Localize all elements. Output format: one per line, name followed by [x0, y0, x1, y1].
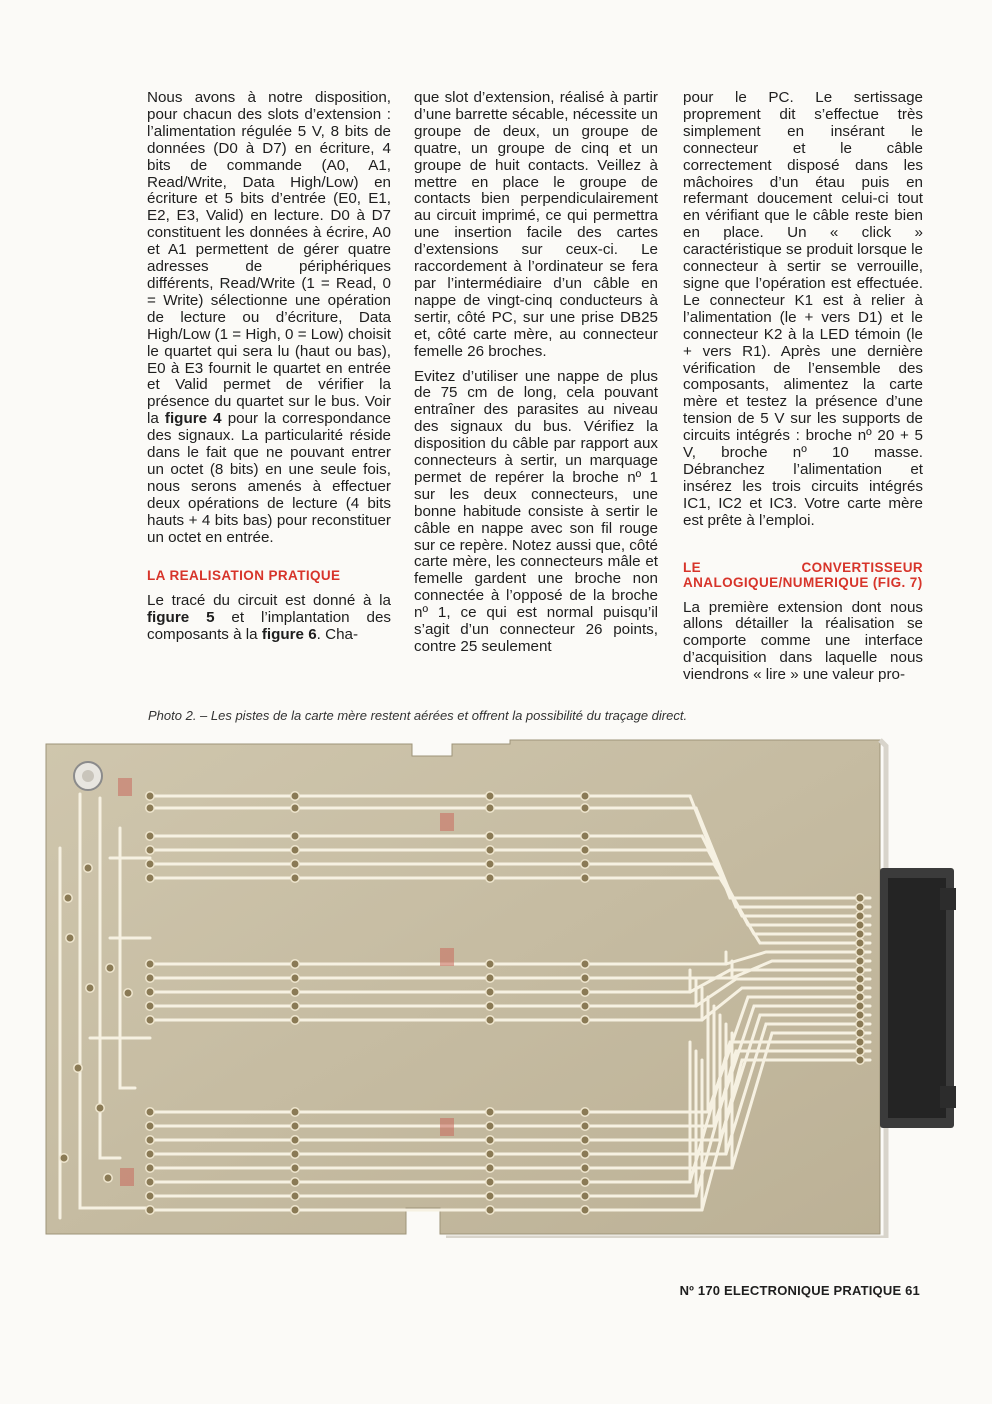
solder-pad — [856, 1056, 864, 1064]
paragraph: que slot d’extension, réalisé à partir d’une barrette sécable, nécessite un groupe de deux, un groupe de quatre, un groupe de cinq et un groupe de huit contacts. Veillez à mettre en place le groupe de contacts bien perpendiculairement au circuit imprimé, ce qui permettra une insertion facile des cartes d’extensions sur ceux-ci. Le raccordement à l’ordinateur se fera par l’intermédiaire d’un câble en nappe de vingt-cinq conducteurs à sertir, côté PC, sur une prise DB25 et, côté carte mère, au connecteur femelle 26 broches. — [414, 89, 659, 360]
solder-pad — [146, 1136, 154, 1144]
solder-pad — [856, 894, 864, 902]
solder-pad — [146, 874, 154, 882]
silkscreen-mark — [118, 778, 132, 796]
solder-pad — [291, 1206, 299, 1214]
solder-pad — [581, 1150, 589, 1158]
solder-pad — [581, 1108, 589, 1116]
solder-pad — [486, 1164, 494, 1172]
solder-pad — [291, 860, 299, 868]
solder-pad — [60, 1154, 68, 1162]
solder-pad — [106, 964, 114, 972]
article-column-2 — [414, 90, 658, 664]
silkscreen-mark — [440, 813, 454, 831]
solder-pad — [856, 1002, 864, 1010]
solder-pad — [856, 939, 864, 947]
solder-pad — [856, 957, 864, 965]
solder-pad — [291, 960, 299, 968]
silkscreen-mark — [440, 948, 454, 966]
paragraph: pour le PC. Le sertissage proprement dit s’effectue très simplement en insérant le connecteur et le câble correctement disposé dans les mâchoires d’un étau puis en refermant doucement celui-ci tout en vérifiant que le câble reste bien en place. Un « click » caractéristique se produit lorsque le connecteur à sertir se verrouille, signe que l’opération est effectuée. Le connecteur K1 est à relier à l’alimentation (le + vers D1) et le connecteur K2 à la LED témoin (le + vers R1). Après une dernière vérification de l’ensemble des composants, alimentez la carte mère et testez la présence d’une tension de 5 V sur les supports de circuits intégrés : broche nº 20 + 5 V, broche nº 10 masse. Débranchez l’alimentation et insérez les trois circuits intégrés IC1, IC2 et IC3. Votre carte mère est prête à l’emploi. — [683, 89, 923, 529]
solder-pad — [124, 989, 132, 997]
solder-pad — [291, 792, 299, 800]
solder-pad — [291, 1136, 299, 1144]
article-column-3 — [683, 90, 923, 692]
solder-pad — [856, 1020, 864, 1028]
solder-pad — [146, 1002, 154, 1010]
solder-pad — [291, 1150, 299, 1158]
solder-pad — [146, 1206, 154, 1214]
solder-pad — [486, 988, 494, 996]
solder-pad — [146, 960, 154, 968]
solder-pad — [581, 1016, 589, 1024]
solder-pad — [581, 832, 589, 840]
solder-pad — [74, 1064, 82, 1072]
solder-pad — [146, 1108, 154, 1116]
solder-pad — [856, 1029, 864, 1037]
silkscreen-mark — [120, 1168, 134, 1186]
solder-pad — [291, 1122, 299, 1130]
solder-pad — [581, 804, 589, 812]
solder-pad — [291, 832, 299, 840]
solder-pad — [146, 1150, 154, 1158]
solder-pad — [856, 1011, 864, 1019]
solder-pad — [856, 921, 864, 929]
solder-pad — [581, 1136, 589, 1144]
solder-pad — [291, 1178, 299, 1186]
solder-pad — [291, 988, 299, 996]
solder-pad — [486, 1150, 494, 1158]
solder-pad — [146, 1192, 154, 1200]
pcb-photo-svg — [40, 738, 980, 1238]
solder-pad — [86, 984, 94, 992]
solder-pad — [84, 864, 92, 872]
solder-pad — [64, 894, 72, 902]
solder-pad — [486, 1192, 494, 1200]
paragraph: La première extension dont nous allons détailler la réalisation se comporte comme une interface d’acquisition dans laquelle nous viendrons « lire » une valeur pro- — [683, 598, 923, 684]
solder-pad — [486, 860, 494, 868]
solder-pad — [581, 1206, 589, 1214]
solder-pad — [146, 988, 154, 996]
solder-pad — [146, 1016, 154, 1024]
solder-pad — [856, 984, 864, 992]
solder-pad — [486, 1136, 494, 1144]
solder-pad — [856, 930, 864, 938]
solder-pad — [856, 903, 864, 911]
solder-pad — [581, 1122, 589, 1130]
solder-pad — [146, 1122, 154, 1130]
solder-pad — [581, 974, 589, 982]
solder-pad — [96, 1104, 104, 1112]
solder-pad — [486, 1108, 494, 1116]
section-heading: LE CONVERTISSEUR ANALOGIQUE/NUMERIQUE (FIG. 7) — [683, 559, 923, 590]
solder-pad — [856, 993, 864, 1001]
solder-pad — [486, 1002, 494, 1010]
solder-pad — [486, 1206, 494, 1214]
paragraph: Le tracé du circuit est donné à la figure 5 et l’implantation des composants à la figure 6. Cha- — [147, 592, 391, 644]
solder-pad — [146, 1164, 154, 1172]
solder-pad — [291, 1164, 299, 1172]
solder-pad — [146, 974, 154, 982]
solder-pad — [486, 804, 494, 812]
solder-pad — [146, 792, 154, 800]
solder-pad — [581, 1178, 589, 1186]
solder-pad — [486, 792, 494, 800]
solder-pad — [291, 1002, 299, 1010]
solder-pad — [856, 912, 864, 920]
article-column-1 — [147, 90, 391, 652]
solder-pad — [856, 948, 864, 956]
photo-caption: Photo 2. – Les pistes de la carte mère restent aérées et offrent la possibilité du traçage direct. — [148, 708, 688, 723]
solder-pad — [581, 1002, 589, 1010]
solder-pad — [291, 1016, 299, 1024]
solder-pad — [291, 1192, 299, 1200]
solder-pad — [66, 934, 74, 942]
solder-pad — [146, 846, 154, 854]
solder-pad — [486, 974, 494, 982]
solder-pad — [291, 974, 299, 982]
solder-pad — [581, 874, 589, 882]
solder-pad — [581, 846, 589, 854]
solder-pad — [856, 1047, 864, 1055]
paragraph: Evitez d’utiliser une nappe de plus de 75 cm de long, cela pouvant entraîner des parasites au niveau des signaux du bus. Vérifiez la disposition du câble par rapport aux connecteurs à sertir, un marquage permet de repérer la broche nº 1 sur les deux connecteurs, une bonne habitude consiste à sertir le câble en nappe avec son fil rouge sur ce repère. Notez aussi que, côté carte mère, les connecteurs mâle et femelle gardent une broche non connectée à l’opposé de la broche nº 1, ce qui est normal puisqu’il s’agit d’un connecteur 26 points, contre 25 seulement — [414, 367, 658, 655]
solder-pad — [486, 832, 494, 840]
silkscreen-mark — [440, 1118, 454, 1136]
solder-pad — [146, 804, 154, 812]
solder-pad — [486, 874, 494, 882]
solder-pad — [291, 846, 299, 854]
solder-pad — [856, 966, 864, 974]
paragraph: Nous avons à notre disposition, pour chacun des slots d’extension : l’alimentation régulée 5 V, 8 bits de données (D0 à D7) en écriture, 4 bits de commande (A0, A1, Read/Write, Data High/Low) en écriture et 5 bits d’entrée (E0, E1, E2, E3, Valid) en lecture. D0 à D7 constituent les données à écrire, A0 et A1 permettent de gérer quatre adresses de périphériques différents, Read/Write (1 = Read, 0 = Write) sélectionne une opération de lecture ou d’écriture, Data High/Low (1 = High, 0 = Low) choisit le quartet qui sera lu (haut ou bas), E0 à E3 fournit le quartet en entrée et Valid permet de vérifier la présence du quartet sur le bus. Voir la figure 4 pour la correspondance des signaux. La particularité réside dans le fait que ne pouvant entrer un octet (8 bits) en une seule fois, nous serons amenés à effectuer deux opérations de lecture (4 bits hauts + 4 bits bas) pour reconstituer un octet en entrée. — [147, 89, 391, 546]
solder-pad — [581, 960, 589, 968]
ribbon-connector — [880, 868, 956, 1128]
solder-pad — [291, 804, 299, 812]
solder-pad — [486, 960, 494, 968]
solder-pad — [291, 874, 299, 882]
solder-pad — [486, 1122, 494, 1130]
solder-pad — [581, 792, 589, 800]
pcb-photo — [40, 738, 980, 1238]
solder-pad — [856, 1038, 864, 1046]
solder-pad — [104, 1174, 112, 1182]
solder-pad — [291, 1108, 299, 1116]
solder-pad — [146, 832, 154, 840]
solder-pad — [581, 988, 589, 996]
solder-pad — [581, 860, 589, 868]
solder-pad — [486, 846, 494, 854]
section-heading: LA REALISATION PRATIQUE — [147, 568, 341, 584]
solder-pad — [581, 1164, 589, 1172]
solder-pad — [581, 1192, 589, 1200]
solder-pad — [146, 1178, 154, 1186]
solder-pad — [486, 1016, 494, 1024]
solder-pad — [146, 860, 154, 868]
page-footer: Nº 170 ELECTRONIQUE PRATIQUE 61 — [679, 1283, 920, 1298]
solder-pad — [856, 975, 864, 983]
solder-pad — [486, 1178, 494, 1186]
